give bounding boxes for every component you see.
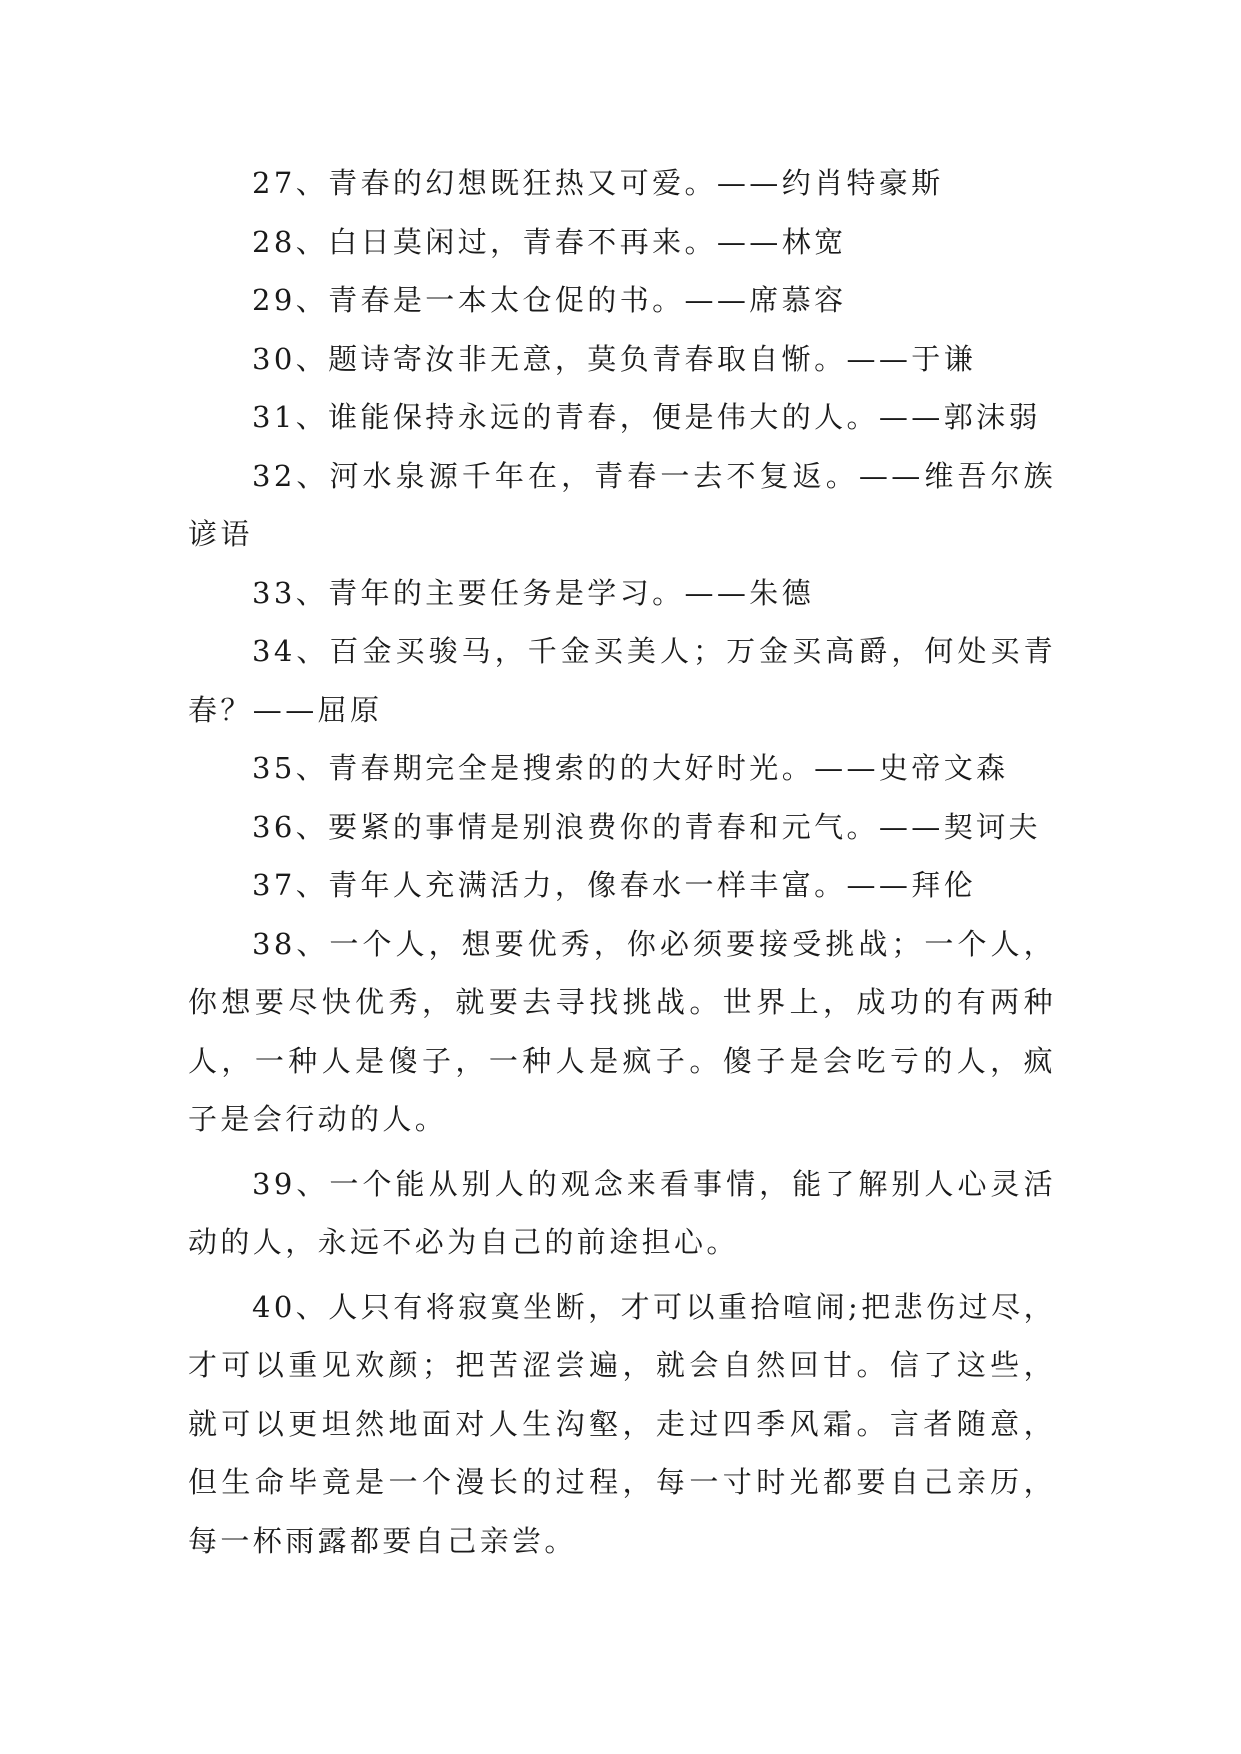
quote-38: 38、一个人，想要优秀，你必须要接受挑战；一个人，你想要尽快优秀，就要去寻找挑战。世界上，成功的有两种人，一种人是傻子，一种人是疯子。傻子是会吃亏的人，疯子是会行动的人。 bbox=[188, 926, 1056, 1136]
quote-34: 34、百金买骏马，千金买美人；万金买高爵，何处买青春？——屈原 bbox=[188, 634, 1056, 727]
document-body bbox=[188, 154, 1056, 1570]
quote-30: 30、题诗寄汝非无意，莫负青春取自惭。——于谦 bbox=[252, 341, 977, 376]
quote-27: 27、青春的幻想既狂热又可爱。——约肖特豪斯 bbox=[252, 166, 944, 200]
quote-39: 39、一个能从别人的观念来看事情，能了解别人心灵活动的人，永远不必为自己的前途担心。 bbox=[188, 1166, 1056, 1259]
quote-37: 37、青年人充满活力，像春水一样丰富。——拜伦 bbox=[252, 868, 977, 902]
quote-32: 32、河水泉源千年在，青春一去不复返。——维吾尔族谚语 bbox=[188, 458, 1056, 551]
quote-36: 36、要紧的事情是别浪费你的青春和元气。——契诃夫 bbox=[252, 809, 1041, 844]
quote-29: 29、青春是一本太仓促的书。——席慕容 bbox=[252, 283, 847, 317]
quote-28: 28、白日莫闲过，青春不再来。——林宽 bbox=[252, 224, 847, 259]
quote-35: 35、青春期完全是搜索的的大好时光。——史帝文森 bbox=[252, 751, 1009, 785]
quote-31: 31、谁能保持永远的青春，便是伟大的人。——郭沫弱 bbox=[252, 400, 1041, 434]
quote-40: 40、人只有将寂寞坐断，才可以重拾喧闹;把悲伤过尽，才可以重见欢颜；把苦涩尝遍，就会自然回甘。信了这些，就可以更坦然地面对人生沟壑，走过四季风霜。言者随意，但生命毕竟是一个漫长的过程，每一寸时光都要自己亲历，每一杯雨露都要自己亲尝。 bbox=[188, 1289, 1056, 1558]
quote-33: 33、青年的主要任务是学习。——朱德 bbox=[252, 575, 815, 610]
